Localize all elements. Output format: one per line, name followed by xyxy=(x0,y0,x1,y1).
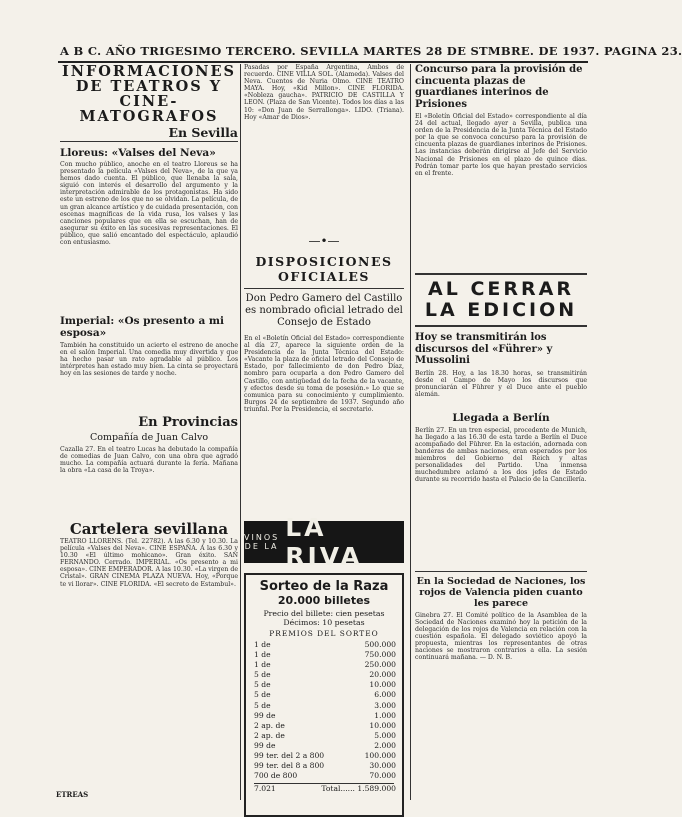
column-left xyxy=(60,64,260,666)
la-riva-brand: LA RIVA xyxy=(285,513,363,571)
lloreus-heading: Lloreus: «Valses del Neva» xyxy=(60,147,216,159)
rule xyxy=(244,288,404,289)
la-riva-ad-sub: DE LA xyxy=(244,542,279,551)
page-footer: ETREAS xyxy=(56,790,89,799)
provincias-heading: En Provincias xyxy=(138,415,238,430)
concurso-body: El «Boletín Oficial del Estado» correspondiente al día 24 del actual, llegado ayer a Sevilla, publica una orden de la Presidencia de la Junta Técnica del Estado por la que se convoca concurso para la provisión de cincuenta plazas de guardianes interinos de Prisiones. Las instancias deberán dirigirse al Jefe del Servicio Nacional de Prisiones en el plazo de quince días. Podrán tomar parte los que hayan prestado servicios en el frente. xyxy=(415,113,587,177)
theaters-title: INFORMACIONES DE TEATROS Y CINE-MATOGRAFOS xyxy=(61,63,237,125)
cartelera-body: TEATRO LLORENS. (Tel. 22782). A las 6.30 y 10.30. La película «Valses del Neva». CINE ESPAÑA. A las 6.30 y 10.30 «El último mohicano». Gran éxito. SAN FERNANDO. Cerrado. IMPERIAL. «Os presento a mi esposa». CINE EMPERADOR. A las 10.30. «La virgen de Cristal». GRAN CINEMA PLAZA NUEVA. Hoy, «Porque te vi llorar». CINE FLORIDA. «El secreto de Estambul». xyxy=(60,538,238,588)
provincias-subheading: Compañía de Juan Calvo xyxy=(89,432,209,443)
lloreus-body: Con mucho público, anoche en el teatro Lloreus se ha presentado la película «Valses del Neva», de la que ya hemos dado cuenta. El público, que llenaba la sala, siguió con interés el desarrollo del argumento y la interpretación admirable de los protagonistas. Ha sido este un estreno de los que no se olvidan. La película, de un gran alcance artístico y de cuidada presentación, con escenas magníficas de la vida rusa, los valses y las canciones populares que en ella se escuchan, han de asegurar su éxito en las sucesivas representaciones. El público, que salió encantado del espectáculo, aplaudió con entusiasmo. xyxy=(60,161,238,247)
llegada-heading: Llegada a Berlín xyxy=(452,411,550,424)
prize-row: 700 de 800 70.000 xyxy=(254,771,396,781)
ornament: —•— xyxy=(308,234,340,248)
prize-row: 1 de 750.000 xyxy=(254,650,396,660)
discursos-body: Berlín 28. Hoy, a las 18.30 horas, se transmitirán desde el Campo de Mayo los discursos que pronunciarán el Führer y el Duce ante el pueblo alemán. xyxy=(415,369,587,398)
prize-row: 1 de 500.000 xyxy=(254,640,396,649)
prize-list xyxy=(246,640,402,794)
prize-row: 99 de 2.000 xyxy=(254,740,396,750)
llegada-body: Berlín 27. En un tren especial, procedente de Munich, ha llegado a las 16.30 de esta tarde a Berlín el Duce acompañado del Führer. En la estación, adornada con banderas de ambas naciones, eran esperados por los miembros del Gobierno del Reich y altas personalidades del Partido. Una inmensa muchedumbre aclamó a los dos jefes de Estado durante su recorrido hasta el Palacio de la Cancillería. xyxy=(415,426,587,484)
prize-row: 99 de 1.000 xyxy=(254,710,396,720)
column-right xyxy=(415,64,587,782)
prize-row: 99 ter. del 8 a 800 30.000 xyxy=(254,761,396,771)
prize-row: 5 de 3.000 xyxy=(254,700,396,710)
pedro-body: En el «Boletín Oficial del Estado» correspondiente al día 27, aparece la siguiente orden de la Presidencia de la Junta Técnica del Estado: «Vacante la plaza de oficial letrado del Consejo de Estado, por fallecimiento de don Pedro Díaz, nombro para ocuparla a don Pedro Gamero del Castillo, con antigüedad de la fecha de la vacante, y efectos desde su toma de posesión.» Lo que se comunica para su conocimiento y cumplimiento. Burgos 24 de septiembre de 1937. Segundo año triunfal. Por la Presidencia, el secretario. xyxy=(244,335,404,413)
prize-row: 5 de 10.000 xyxy=(254,680,396,690)
prize-row: 1 de 250.000 xyxy=(254,660,396,670)
rule xyxy=(415,325,587,327)
la-riva-ad-top: VINOS xyxy=(244,533,280,542)
prize-row: 2 ap. de 10.000 xyxy=(254,720,396,730)
imperial-heading: Imperial: «Os presento a mi esposa» xyxy=(60,315,225,339)
lottery-ad xyxy=(244,573,404,817)
lottery-tickets: 20.000 billetes xyxy=(277,594,371,607)
lottery-title: Sorteo de la Raza xyxy=(259,579,389,594)
theaters-subtitle: En Sevilla xyxy=(168,125,238,140)
prize-total-row: 7.021 Total...... 1.589.000 xyxy=(254,784,396,794)
lottery-decimos: Décimos: 10 pesetas xyxy=(283,618,365,627)
column-middle xyxy=(244,64,404,817)
la-riva-ad xyxy=(244,513,404,571)
disposiciones-title: DISPOSICIONES OFICIALES xyxy=(255,254,393,284)
lottery-price: Precio del billete: cien pesetas xyxy=(263,609,385,618)
discursos-heading: Hoy se transmitirán los discursos del «Führer» y Mussolini xyxy=(415,332,553,366)
naciones-heading: En la Sociedad de Naciones, los rojos de Valencia piden cuanto les parece xyxy=(416,575,586,609)
prize-row: 5 de 20.000 xyxy=(254,670,396,680)
pedro-heading: Don Pedro Gamero del Castillo es nombrado oficial letrado del Consejo de Estado xyxy=(245,293,403,328)
lottery-premios-heading: PREMIOS DEL SORTEO xyxy=(269,629,379,638)
rule xyxy=(415,273,587,275)
prize-row: 99 ter. del 2 a 800 100.000 xyxy=(254,751,396,761)
prize-row: 5 de 6.000 xyxy=(254,690,396,700)
rule xyxy=(415,571,587,572)
prize-row: 2 ap. de 5.000 xyxy=(254,730,396,740)
page-header: A B C. AÑO TRIGESIMO TERCERO. SEVILLA MARTES 28 DE STMBRE. DE 1937. PAGINA 23. xyxy=(60,44,682,58)
cerrar-title: AL CERRAR LA EDICION xyxy=(424,278,578,321)
column-divider-2 xyxy=(410,64,411,800)
provincias-body: Cazalla 27. En el teatro Lucas ha debutado la compañía de comedias de Juan Calvo, con una obra que agradó mucho. La compañía actuará durante la feria. Mañana la obra «La casa de la Troya». xyxy=(60,446,238,475)
imperial-body: También ha constituido un acierto el estreno de anoche en el salón Imperial. Una comedia muy divertida y que ha hecho pasar un rato agradable al público. Los intérpretes han estado muy bien. La cinta se proyectará hoy en las sesiones de tarde y noche. xyxy=(60,342,238,378)
rule xyxy=(60,141,238,142)
concurso-heading: Concurso para la provisión de cincuenta plazas de guardianes interinos de Prisiones xyxy=(415,64,583,110)
cartelera-heading: Cartelera sevillana xyxy=(69,520,229,538)
naciones-body: Ginebra 27. El Comité político de la Asamblea de la Sociedad de Naciones examinó hoy la petición de la delegación de los rojos de Valencia en relación con la cuestión española. El delegado soviético apoyó la propuesta, mientras los representantes de otras naciones se mostraron contrarios a ella. La sesión continuará mañana. — D. N. B. xyxy=(415,611,587,662)
cinemas-continuation: Pasadas por España Argentina, Ambos de recuerdo. CINE VILLA SOL. (Alameda). Valses del Neva. Cuentos de Nuria Olmo. CINE TEATRO MAYA. Hoy, «Kid Millon». CINE FLORIDA. «Nobleza gaucha». PATRICIO DE CASTILLA Y LEON. (Plaza de San Vicente). Todos los días a las 10: «Don Juan de Serrallonga». LIDO. (Triana). Hoy «Amar de Dios». xyxy=(244,64,404,121)
